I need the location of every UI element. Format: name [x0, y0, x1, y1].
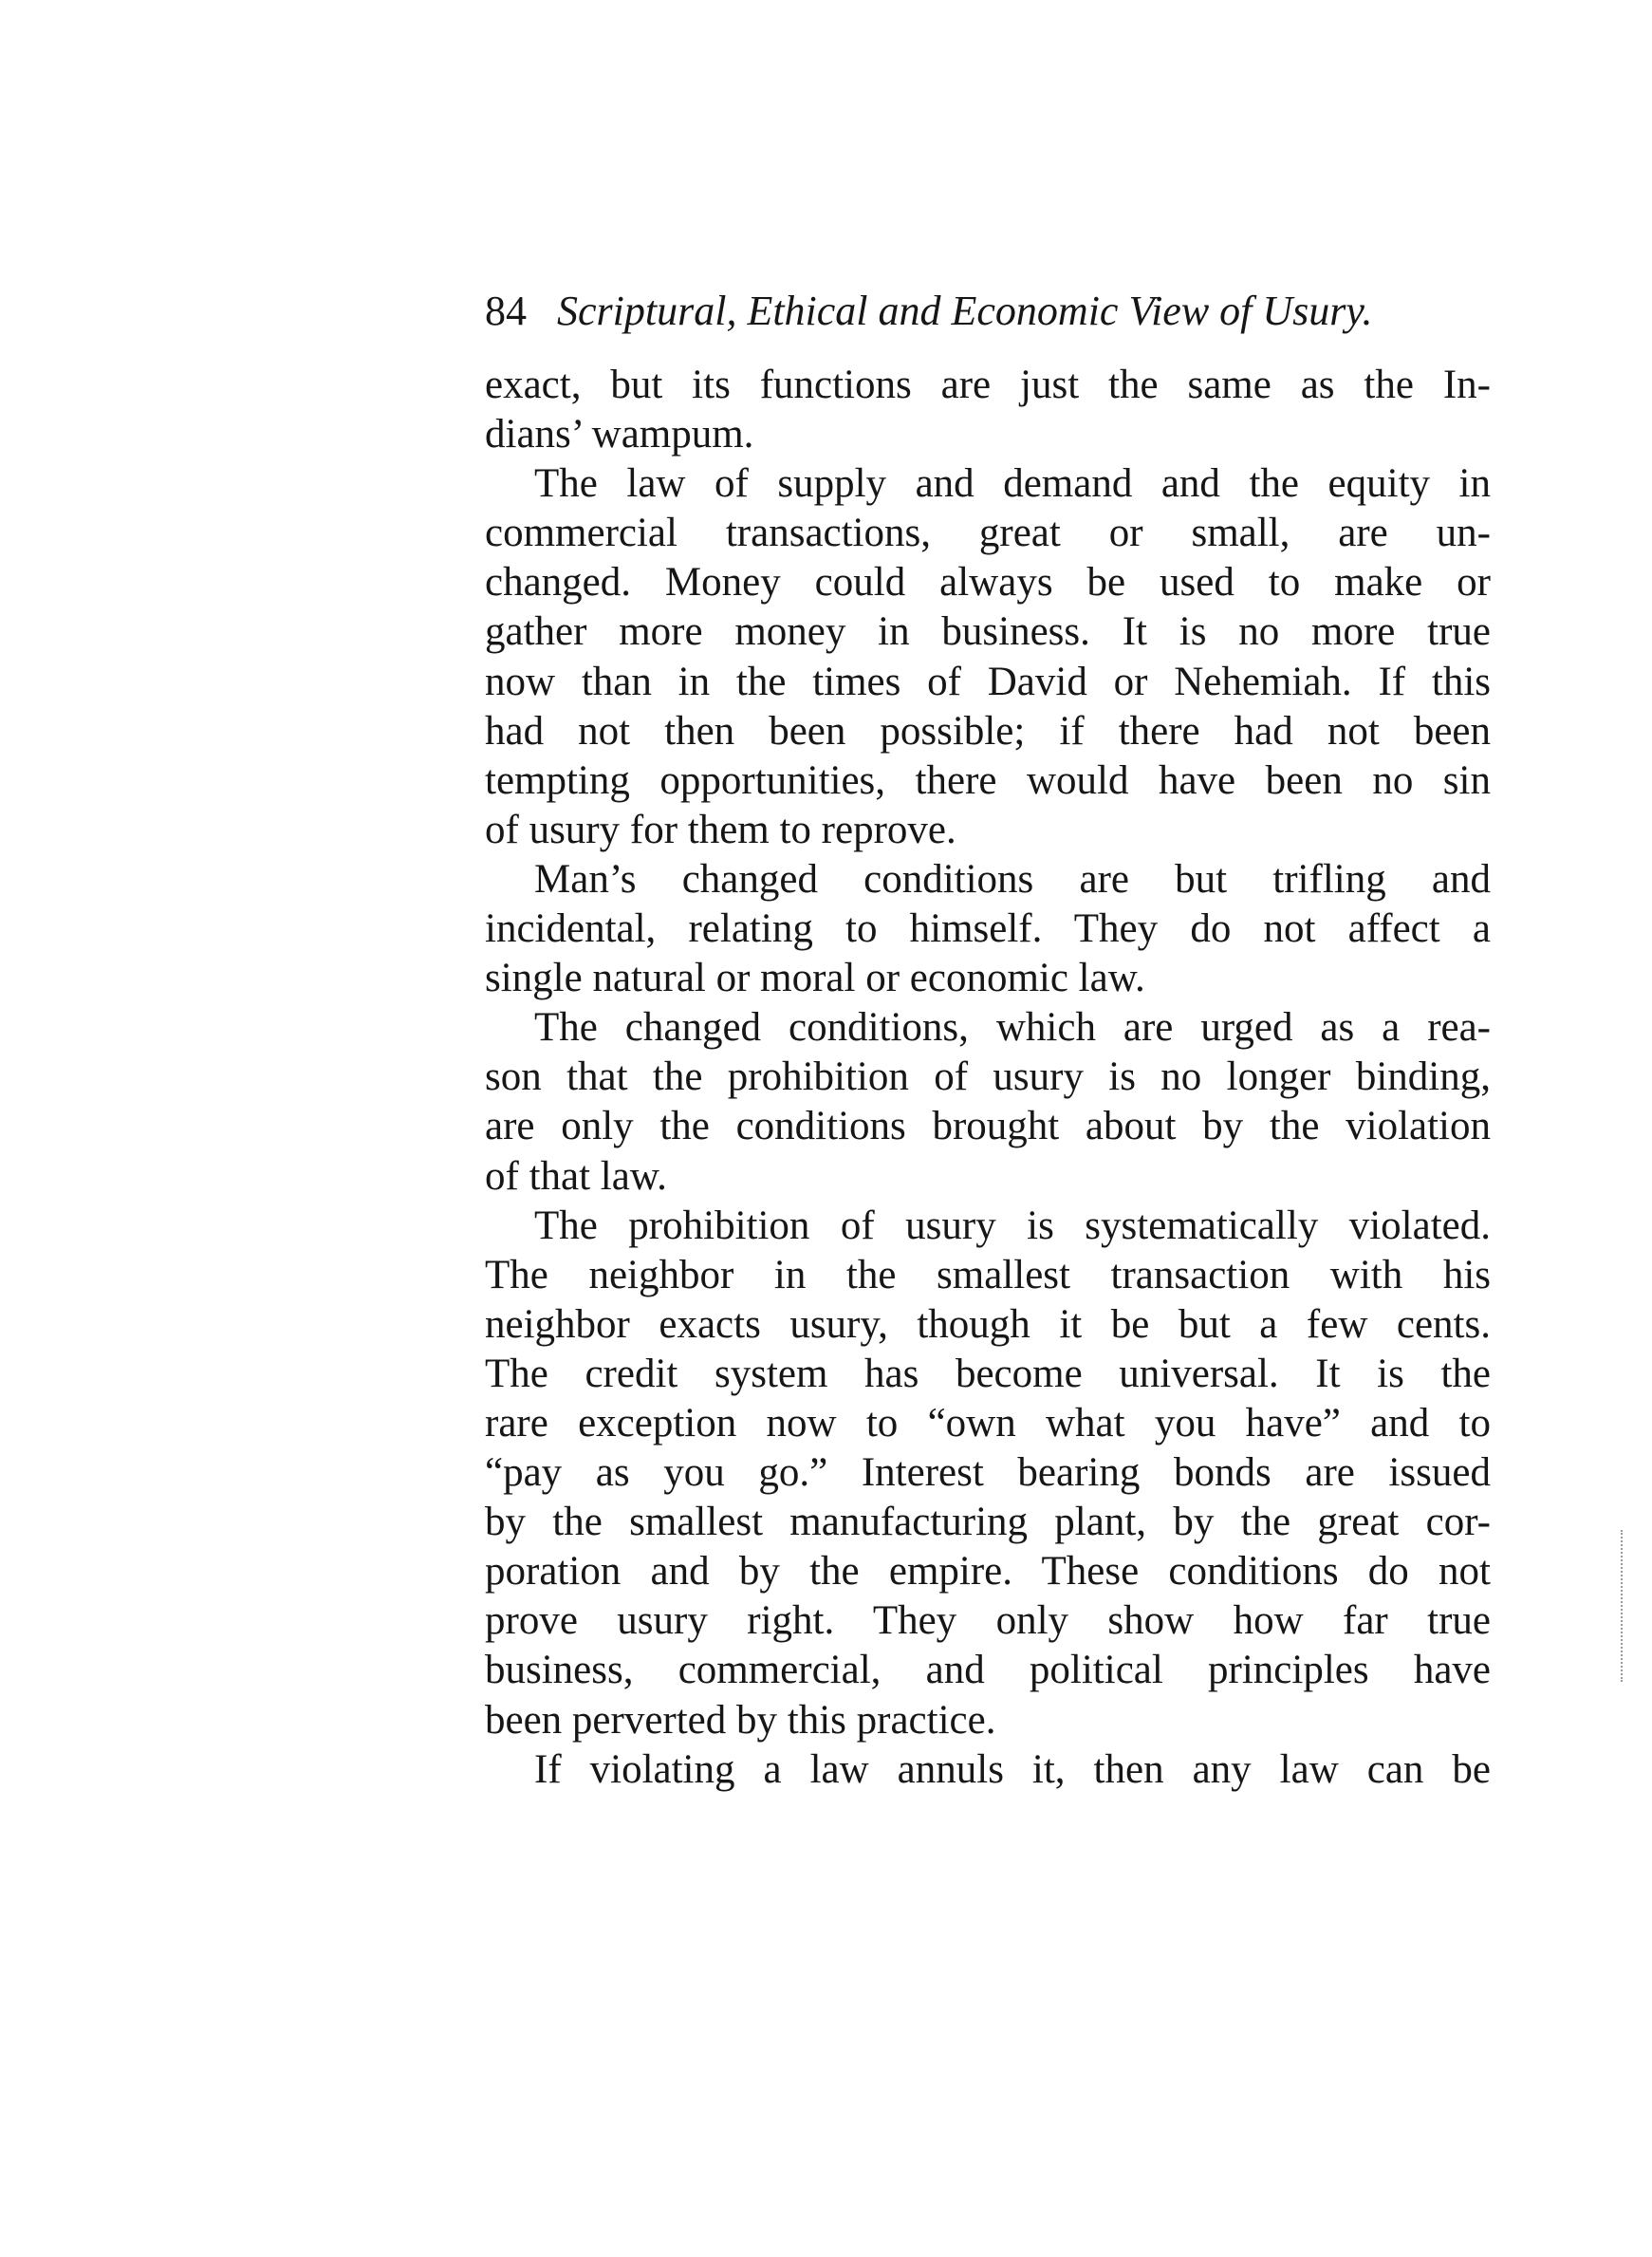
paragraph: [485, 1003, 1491, 1201]
text-line: The prohibition of usury is systematically violated.: [534, 1203, 1491, 1248]
text-line: Man’s changed conditions are but trifling and: [534, 856, 1491, 902]
text-line: dians’ wampum.: [485, 412, 754, 457]
scan-margin-mark: [1621, 1530, 1623, 1682]
paragraph: [485, 361, 1491, 459]
body-text: [485, 361, 1491, 1795]
text-line: changed. Money could always be used to make or: [485, 560, 1491, 606]
running-title: Scriptural, Ethical and Economic View of Usury.: [557, 288, 1373, 334]
text-line: tempting opportunities, there would have been no sin: [485, 757, 1491, 803]
text-line: business, commercial, and political principles have: [485, 1648, 1491, 1693]
text-line: poration and by the empire. These conditions do not: [485, 1549, 1491, 1595]
text-line: are only the conditions brought about by the violation: [485, 1104, 1491, 1149]
paragraph: [485, 1202, 1491, 1745]
paragraph: [485, 855, 1491, 1003]
text-line: of usury for them to reprove.: [485, 807, 956, 852]
text-line: commercial transactions, great or small, are un-: [485, 511, 1491, 556]
text-line: If violating a law annuls it, then any law can be: [534, 1746, 1491, 1792]
text-line: gather more money in business. It is no more true: [485, 609, 1491, 655]
page-number: 84: [485, 288, 527, 334]
text-line: now than in the times of David or Nehemiah. If this: [485, 659, 1491, 704]
text-line: of that law.: [485, 1153, 667, 1199]
text-line: The neighbor in the smallest transaction with his: [485, 1252, 1491, 1297]
text-line: incidental, relating to himself. They do not affect a: [485, 906, 1491, 952]
text-line: “pay as you go.” Interest bearing bonds are issued: [485, 1450, 1491, 1496]
paragraph: [485, 1745, 1491, 1795]
text-line: rare exception now to “own what you have” and to: [485, 1400, 1491, 1446]
paragraph: [485, 459, 1491, 855]
text-line: son that the prohibition of usury is no longer binding,: [485, 1054, 1491, 1100]
text-line: The changed conditions, which are urged as a rea-: [534, 1005, 1491, 1051]
text-line: by the smallest manufacturing plant, by the great cor-: [485, 1500, 1491, 1545]
text-line: The law of supply and demand and the equity in: [534, 461, 1491, 507]
text-line: prove usury right. They only show how far true: [485, 1598, 1491, 1644]
text-line: neighbor exacts usury, though it be but a few cents.: [485, 1301, 1491, 1347]
running-head: [485, 283, 1491, 340]
text-line: had not then been possible; if there had not been: [485, 708, 1491, 754]
text-line: single natural or moral or economic law.: [485, 956, 1145, 1001]
text-line: been perverted by this practice.: [485, 1697, 996, 1743]
text-line: exact, but its functions are just the same as the In-: [485, 363, 1491, 407]
text-line: The credit system has become universal. It is the: [485, 1351, 1491, 1396]
